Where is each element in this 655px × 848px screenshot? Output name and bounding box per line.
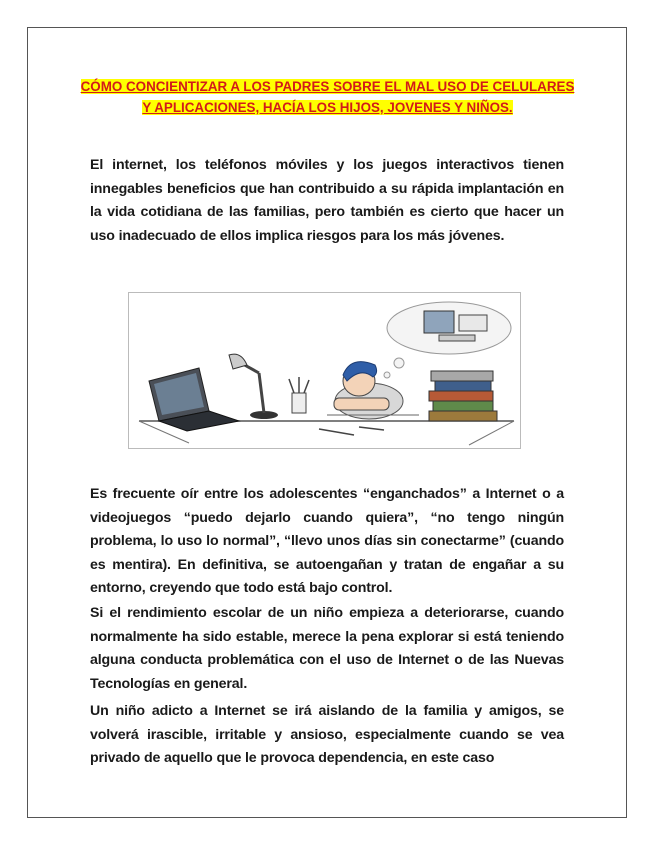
paragraph-school-performance: Si el rendimiento escolar de un niño empieza a deteriorarse, cuando normalmente ha sido estable, merece la pena explorar si está teniendo alguna conducta problemática con el uso de Internet o de las Nuevas Tecnologías en general. — [90, 605, 564, 692]
laptop-icon — [149, 368, 239, 431]
paragraph-adolescents: Es frecuente oír entre los adolescentes “enganchados” a Internet o a videojuegos “puedo dejarlo cuando quiera”, “no tengo ningún problema, lo uso lo normal”, “llevo unos días sin conectarme” (cuando es mentira). En definitiva, se autoengañan y tratan de engañar a su entorno, creyendo que todo está bajo control. — [90, 486, 564, 597]
pencil-cup-icon — [289, 377, 309, 413]
document-title — [80, 76, 575, 118]
illustration-drawing — [129, 293, 520, 448]
books-icon — [429, 371, 497, 421]
boy-studying-illustration — [128, 292, 521, 449]
title-text: CÓMO CONCIENTIZAR A LOS PADRES SOBRE EL MAL USO DE CELULARES Y APLICACIONES, HACÍA LOS HIJOS, JOVENES Y NIÑOS. — [80, 79, 575, 115]
boy-figure — [327, 362, 419, 419]
paragraph-intro: El internet, los teléfonos móviles y los juegos interactivos tienen innegables beneficios que han contribuido a su rápida implantación en la vida cotidiana de las familias, pero también es cierto que hacer un uso inadecuado de ellos implica riesgos para los más jóvenes. — [90, 157, 564, 244]
lamp-icon — [229, 354, 278, 419]
paragraph-addicted-child: Un niño adicto a Internet se irá aislando de la familia y amigos, se volverá irascible, irritable y ansioso, especialmente cuando se vea privado de aquello que le provoca dependencia, en este caso — [90, 703, 564, 767]
thought-bubble — [384, 302, 511, 378]
